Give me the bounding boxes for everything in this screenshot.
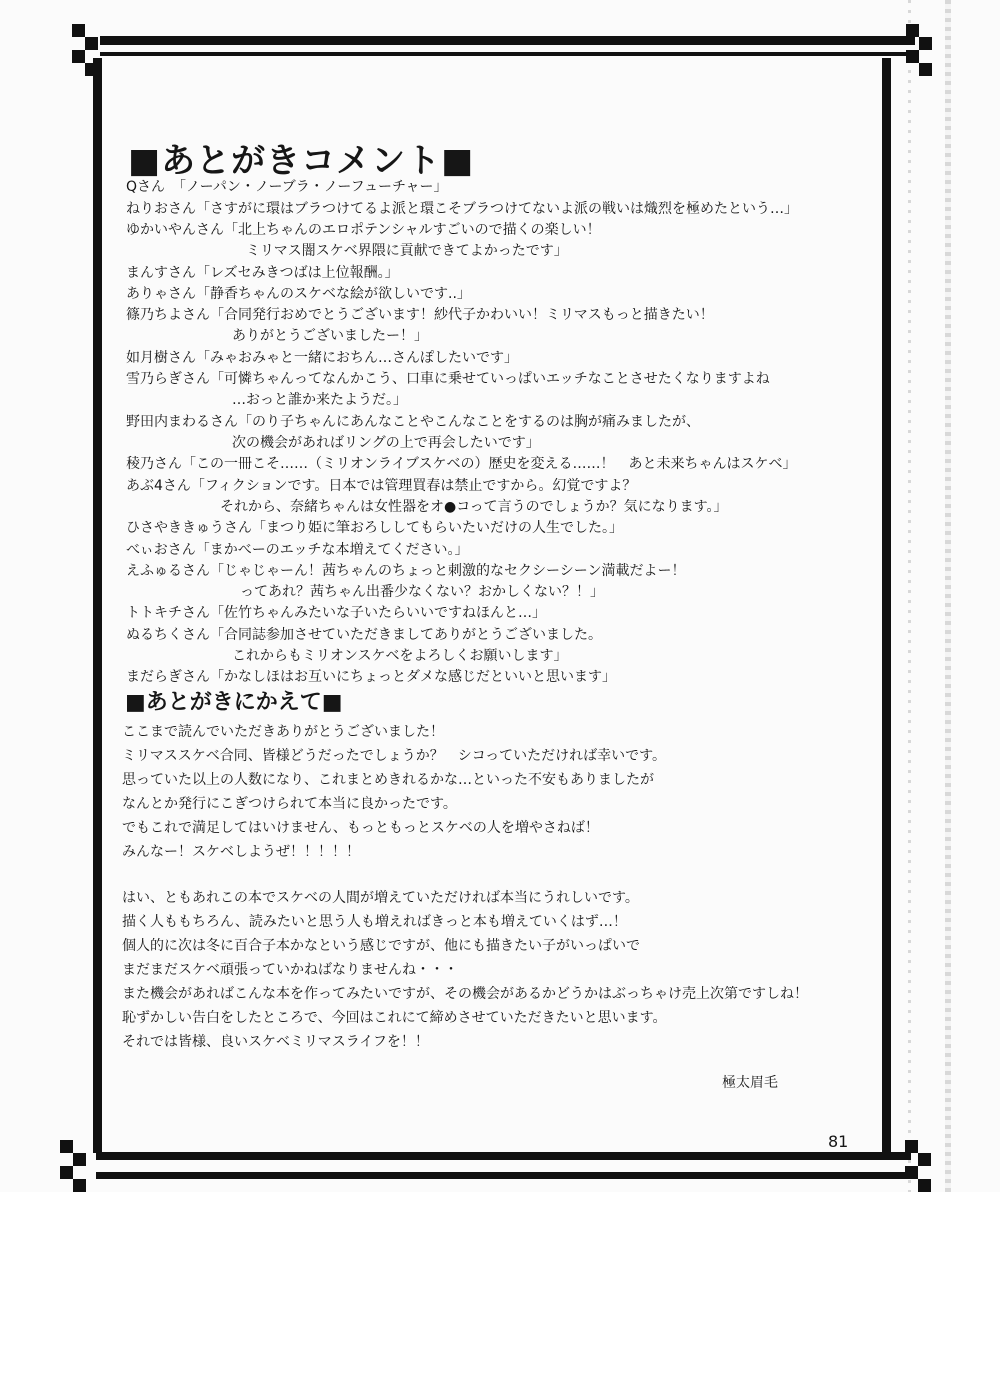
comment-line: ミリマス闇スケベ界隈に貢献できてよかったです」	[246, 243, 568, 259]
author-signature: 極太眉毛	[722, 1075, 778, 1091]
afterword-line: でもこれで満足してはいけません、もっともっとスケベの人を増やさねば！	[122, 820, 599, 836]
comment-line: Qさん 「ノーパン・ノーブラ・ノーフューチャー」	[126, 179, 448, 195]
comment-line: これからもミリオンスケベをよろしくお願いします」	[232, 648, 568, 664]
afterword-line: はい、ともあれこの本でスケベの人間が増えていただければ本当にうれしいです。	[122, 890, 639, 906]
comment-line: 野田内まわるさん「のり子ちゃんにあんなことやこんなことをするのは胸が痛みましたが、	[126, 414, 700, 430]
comment-line: ってあれ？茜ちゃん出番少なくない？おかしくない？！」	[240, 584, 604, 600]
comment-line: …おっと誰か来たようだ。」	[232, 392, 407, 408]
comment-line: まだらぎさん「かなしほはお互いにちょっとダメな感じだといいと思います」	[126, 669, 616, 685]
comment-line: トトキチさん「佐竹ちゃんみたいな子いたらいいですねほんと…」	[126, 605, 546, 621]
comment-line: えふゅるさん「じゃじゃーん！茜ちゃんのちょっと刺激的なセクシーシーン満載だよー！	[126, 563, 686, 579]
comment-line: ありがとうございましたー！」	[232, 328, 428, 344]
page-number: 81	[828, 1132, 849, 1151]
comments-heading: ■あとがきコメント■	[128, 141, 475, 181]
comment-line: ぬるちくさん「合同誌参加させていただきましてありがとうございました。	[126, 627, 602, 643]
page-edge	[945, 0, 951, 1192]
comment-line: 雪乃らぎさん「可憐ちゃんってなんかこう、口車に乗せていっぱいエッチなことさせたくなりますよね	[126, 371, 770, 387]
afterword-line: 描く人ももちろん、読みたいと思う人も増えればきっと本も増えていくはず…！	[122, 914, 627, 930]
comment-line: 稜乃さん「この一冊こそ……（ミリオンライブスケベの）歴史を変える……！ あと未来ちゃんはスケベ」	[126, 456, 797, 472]
comment-line: 如月樹さん「みゃおみゃと一緒におちん…さんぽしたいです」	[126, 350, 518, 366]
comment-line: ひさやききゅうさん「まつり姫に筆おろししてもらいたいだけの人生でした。」	[126, 520, 623, 536]
afterword-line: なんとか発行にこぎつけられて本当に良かったです。	[122, 796, 457, 812]
afterword-line: 思っていた以上の人数になり、これまとめきれるかな…といった不安もありましたが	[122, 772, 654, 788]
afterword-line: ミリマススケベ合同、皆様どうだったでしょうか？ シコっていただければ幸いです。	[122, 748, 667, 764]
afterword-line: それでは皆様、良いスケベミリマスライフを！！	[122, 1034, 429, 1050]
afterword-line: みんなー！スケベしようぜ！！！！！	[122, 844, 360, 860]
page-edge-inner	[908, 0, 911, 1192]
afterword-line: また機会があればこんな本を作ってみたいですが、その機会があるかどうかはぶっちゃけ売上次第ですしね！	[122, 986, 808, 1002]
comment-line: まんすさん「レズセみきつばは上位報酬。」	[126, 265, 399, 281]
frame-bottom-outer	[96, 1172, 911, 1179]
afterword-line: ここまで読んでいただきありがとうございました！	[122, 724, 444, 740]
comment-line: ゆかいやんさん「北上ちゃんのエロポテンシャルすごいので描くの楽しい！	[126, 222, 601, 238]
comment-line: ありゃさん「静香ちゃんのスケベな絵が欲しいです..」	[126, 286, 471, 302]
frame-top-inner	[100, 52, 915, 56]
afterword-line: 個人的に次は冬に百合子本かなという感じですが、他にも描きたい子がいっぱいで	[122, 938, 640, 954]
comment-line: べぃおさん「まかべーのエッチな本増えてください。」	[126, 542, 469, 558]
comment-line: あぶ4さん「フィクションです。日本では管理買春は禁止ですから。幻覚ですよ？	[126, 478, 637, 494]
frame-top	[100, 36, 915, 45]
comment-line: 次の機会があればリングの上で再会したいです」	[232, 435, 540, 451]
afterword-line: まだまだスケベ頑張っていかねばなりませんね・・・	[122, 962, 458, 978]
frame-bottom	[96, 1152, 911, 1160]
afterword-line: 恥ずかしい告白をしたところで、今回はこれにて締めさせていただきたいと思います。	[122, 1010, 667, 1026]
frame-right	[882, 58, 891, 1153]
comment-line: ねりおさん「さすがに環はブラつけてるよ派と環こそブラつけてないよ派の戦いは熾烈を極めたという…」	[126, 201, 798, 217]
comment-line: それから、奈緒ちゃんは女性器をオ●コって言うのでしょうか？気になります。」	[220, 499, 728, 515]
afterword-heading: ■あとがきにかえて■	[125, 690, 343, 715]
comment-line: 篠乃ちよさん「合同発行おめでとうございます！紗代子かわいい！ミリマスもっと描きたい！	[126, 307, 714, 323]
frame-left	[93, 58, 102, 1153]
